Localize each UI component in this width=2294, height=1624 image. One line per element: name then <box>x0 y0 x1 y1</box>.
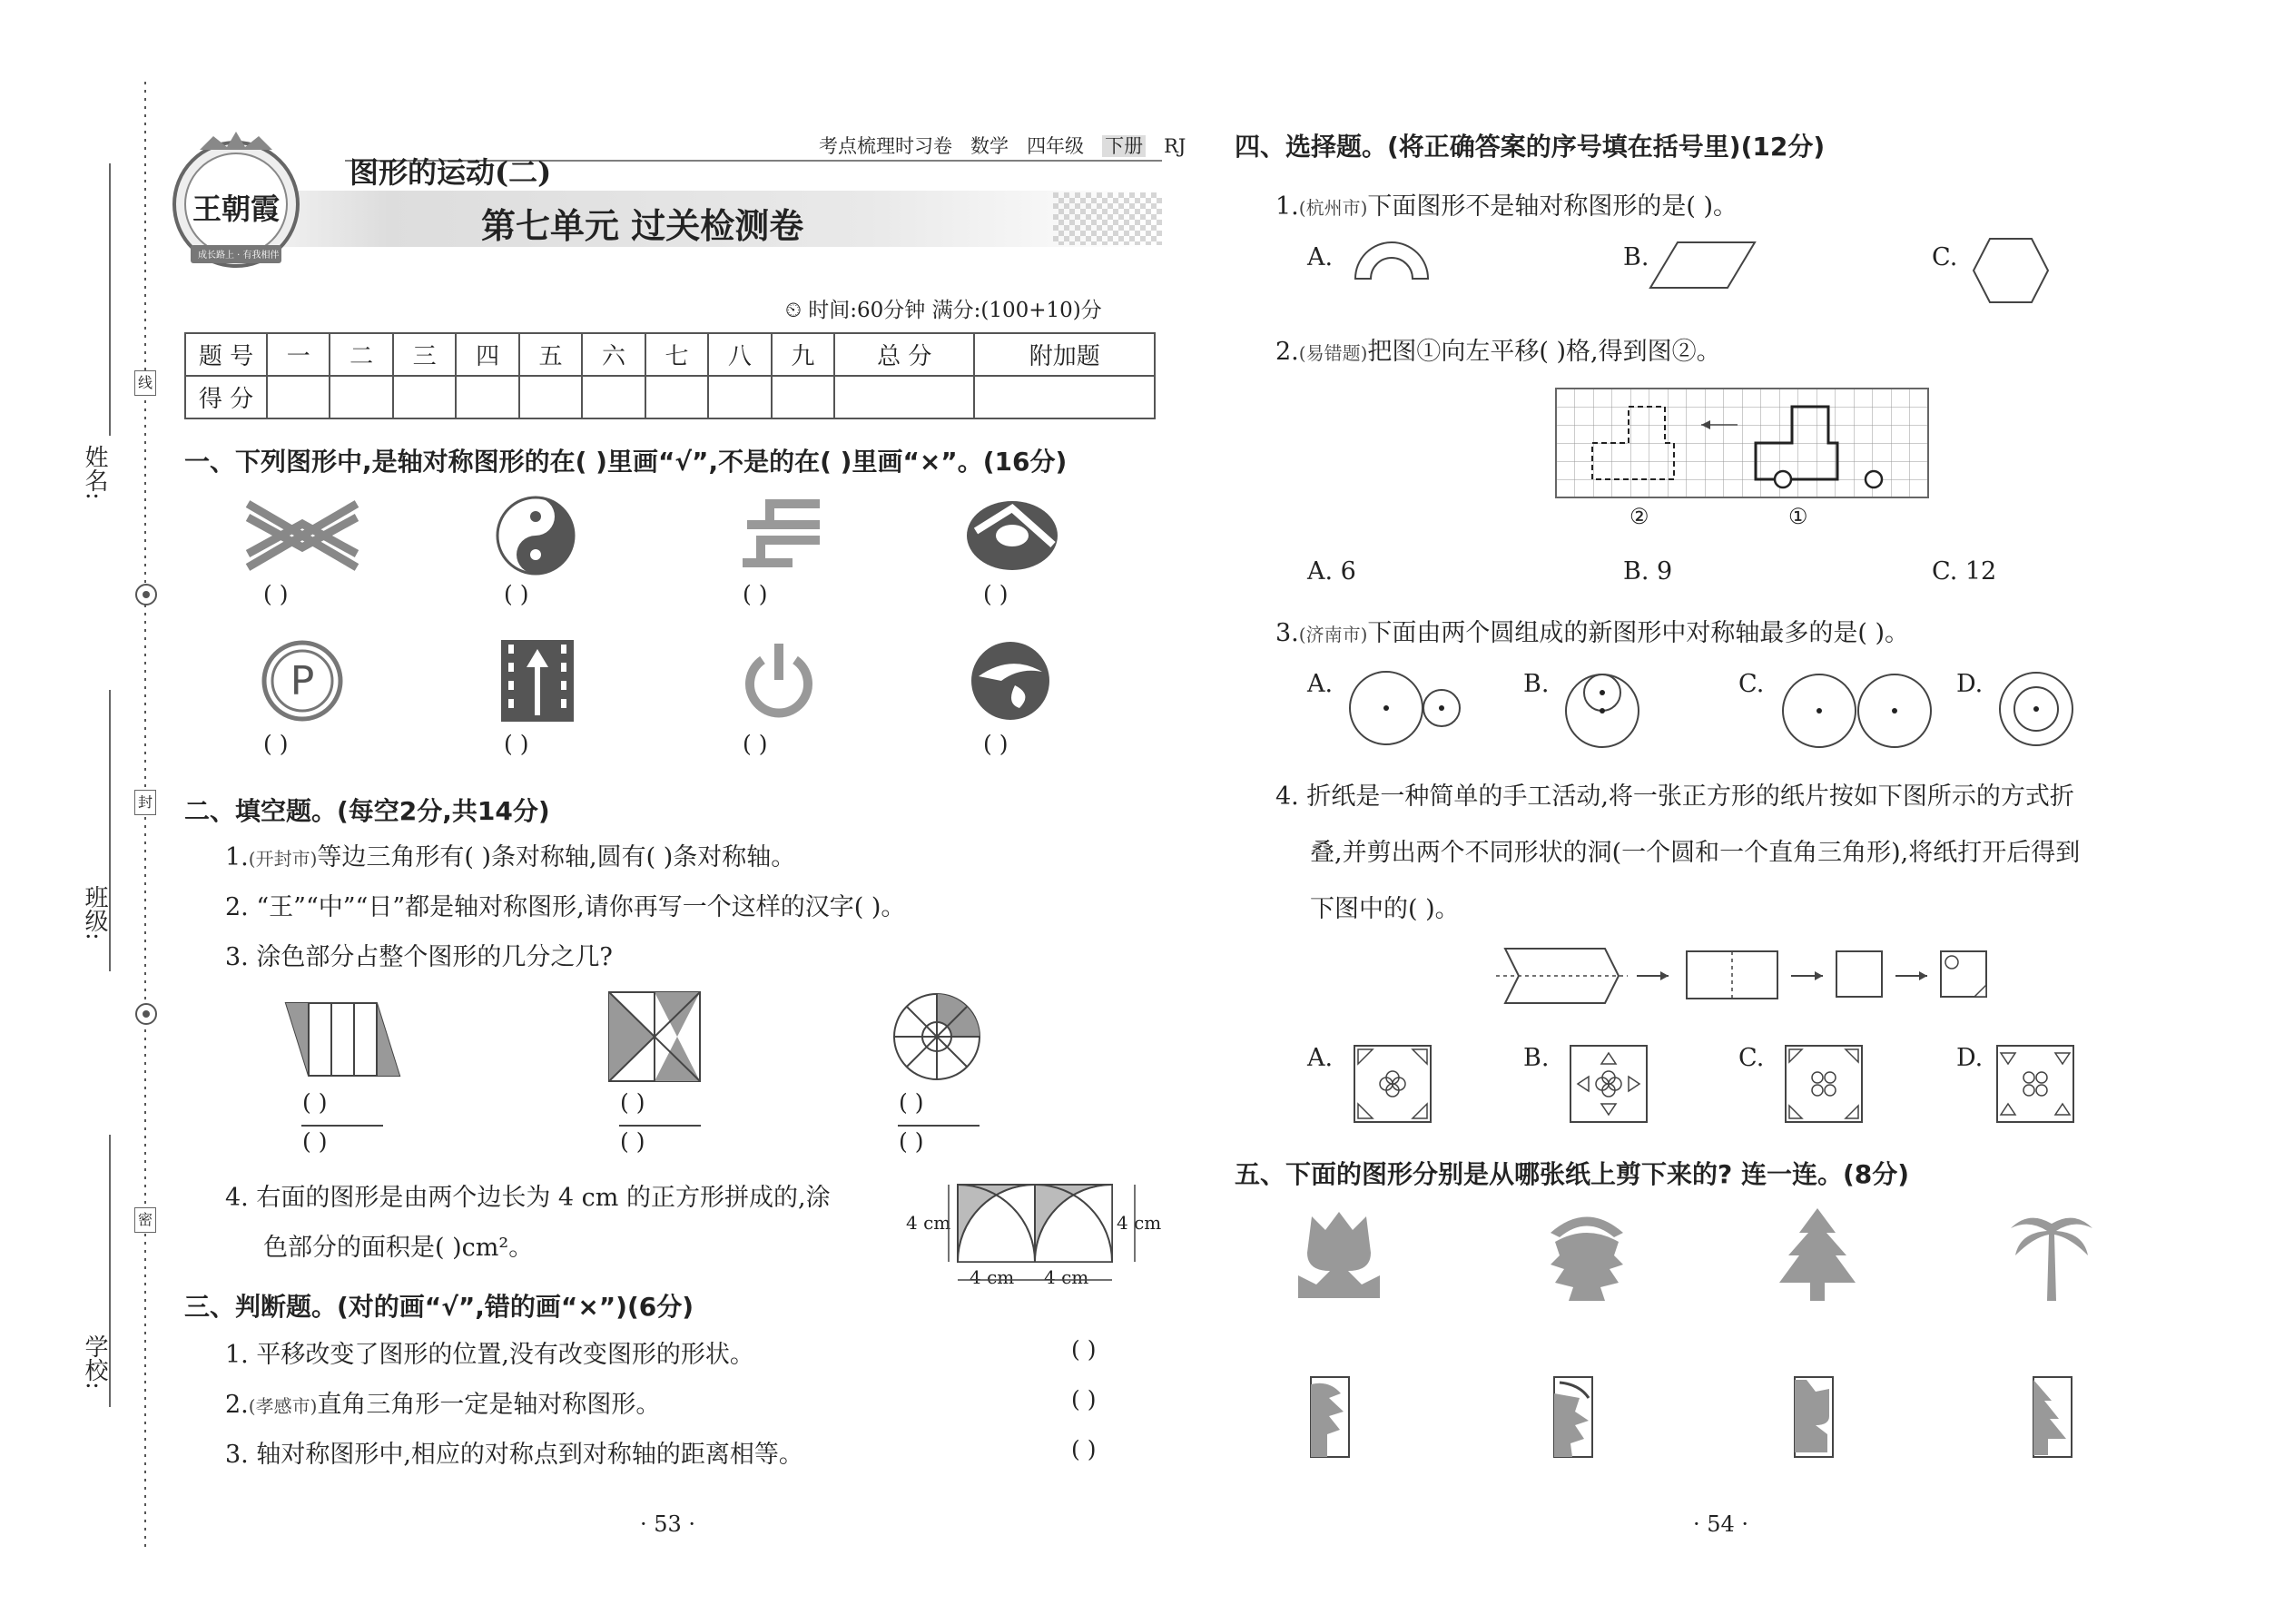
question-number: 1. <box>1275 192 1299 221</box>
fraction-bar <box>898 1124 980 1127</box>
option-a-label: A. <box>1307 670 1334 698</box>
dimension-right: 4 cm <box>1117 1212 1162 1234</box>
folded-paper-1-figure <box>1309 1375 1354 1462</box>
section3-title: 三、判断题。(对的画“√”,错的画“×”)(6分) <box>184 1292 694 1322</box>
tag-feng: 封 <box>134 790 156 815</box>
time-limit-text: 时间:60分钟 满分:(100+10)分 <box>808 299 1102 322</box>
score-cell[interactable] <box>645 376 708 418</box>
answer-blank[interactable]: ( ) <box>1071 1436 1097 1462</box>
answer-blank[interactable]: ( ) <box>743 731 768 757</box>
series-label: 考点梳理时习卷 <box>819 135 952 157</box>
score-cell[interactable] <box>708 376 771 418</box>
fraction-bar <box>301 1124 383 1127</box>
arch-figure <box>1351 238 1433 283</box>
section5-title: 五、下面的图形分别是从哪张纸上剪下来的? 连一连。(8分) <box>1235 1159 1910 1189</box>
score-table-col: 总 分 <box>834 333 974 376</box>
score-table-col: 四 <box>456 333 518 376</box>
page-number-left: · 53 · <box>640 1511 696 1537</box>
logo-text: 王朝霞 <box>192 192 281 226</box>
score-table-col: 六 <box>582 333 645 376</box>
subject-label: 数学 <box>970 135 1009 157</box>
parallelogram-figure <box>1650 238 1759 292</box>
two-circles-a-figure <box>1348 670 1475 752</box>
two-circles-b-figure <box>1561 670 1652 752</box>
answer-blank[interactable]: ( ) <box>1071 1336 1097 1363</box>
option-b-label: B. <box>1523 670 1550 698</box>
unfolded-paper-c-figure <box>1784 1044 1866 1126</box>
answer-blank[interactable]: ( ) <box>504 731 529 757</box>
score-table <box>184 332 1156 419</box>
name-label: 姓名: <box>81 445 108 500</box>
source-tag: (开封市) <box>248 848 318 870</box>
option-b-label: B. <box>1623 243 1649 271</box>
answer-blank[interactable]: ( ) <box>983 581 1009 607</box>
tag-mi: 密 <box>134 1207 156 1233</box>
page-title: 第七单元 过关检测卷 <box>481 206 804 246</box>
option-a-label: A. <box>1307 243 1334 271</box>
answer-blank[interactable]: ( ) <box>743 581 768 607</box>
name-underline <box>107 163 113 436</box>
folded-paper-3-figure <box>1793 1375 1838 1462</box>
fill-question-2: 2. “王”“中”“日”都是轴对称图形,请你再写一个这样的汉字( )。 <box>225 893 906 921</box>
judge-question-2 <box>225 1384 660 1420</box>
arrow-sign-figure <box>501 640 574 722</box>
fraction-denominator-blank[interactable]: ( ) <box>620 1128 645 1155</box>
choice-question-3 <box>1275 613 1909 648</box>
binding-ornament-icon <box>133 1000 160 1028</box>
choice-question-4-line3: 下图中的( )。 <box>1310 895 1460 923</box>
score-table-col: 七 <box>645 333 708 376</box>
score-table-col: 一 <box>267 333 330 376</box>
pine-tree-cutout-figure <box>1772 1206 1863 1305</box>
fill-question-4-line1: 4. 右面的图形是由两个边长为 4 cm 的正方形拼成的,涂 <box>225 1184 831 1212</box>
palm-bush-cutout-figure <box>1532 1206 1641 1305</box>
figure-2-label: ② <box>1629 504 1649 529</box>
unit-subtitle: 图形的运动(二) <box>350 155 552 190</box>
score-table-col: 五 <box>519 333 582 376</box>
source-tag: (易错题) <box>1298 342 1368 364</box>
choice-question-4-line1: 4. 折纸是一种简单的手工活动,将一张正方形的纸片按如下图所示的方式折 <box>1275 782 2074 811</box>
answer-blank[interactable]: ( ) <box>263 731 289 757</box>
power-button-figure <box>738 640 820 722</box>
tag-xian: 线 <box>134 370 156 396</box>
option-c-label: C. <box>1932 243 1958 271</box>
answer-blank[interactable]: ( ) <box>263 581 289 607</box>
hexagon-figure <box>1970 234 2052 307</box>
edition-label: RJ <box>1164 135 1186 157</box>
translation-grid-figure <box>1556 389 1928 507</box>
figure-1-label: ① <box>1788 504 1808 529</box>
yin-yang-figure <box>495 495 576 576</box>
fraction-numerator-blank[interactable]: ( ) <box>899 1089 924 1116</box>
choice-question-1 <box>1275 186 1738 221</box>
concentric-circles-figure <box>1997 670 2079 752</box>
bank-logo-figure <box>962 495 1062 576</box>
score-table-col: 九 <box>772 333 834 376</box>
dimension-bottom-left: 4 cm <box>970 1266 1015 1288</box>
folded-paper-2-figure <box>1552 1375 1598 1462</box>
score-cell[interactable] <box>393 376 456 418</box>
score-cell[interactable] <box>330 376 392 418</box>
fraction-denominator-blank[interactable]: ( ) <box>899 1128 924 1155</box>
choice-question-4-line2: 叠,并剪出两个不同形状的洞(一个圆和一个直角三角形),将纸打开后得到 <box>1310 839 2081 867</box>
q2-option-c: C. 12 <box>1932 557 1997 586</box>
time-limit <box>785 293 1102 323</box>
option-d-label: D. <box>1956 670 1984 698</box>
score-table-col: 附加题 <box>974 333 1155 376</box>
score-cell[interactable] <box>582 376 645 418</box>
q2-option-a: A. 6 <box>1307 557 1356 586</box>
dimension-left: 4 cm <box>906 1212 951 1234</box>
folded-paper-4-figure <box>2032 1375 2077 1462</box>
question-text: 直角三角形一定是轴对称图形。 <box>317 1391 661 1419</box>
question-number: 2. <box>225 1391 249 1419</box>
score-cell[interactable] <box>772 376 834 418</box>
unfolded-paper-a-figure <box>1353 1044 1434 1126</box>
logo-subtext: 成长路上 · 有我相伴 <box>198 251 280 261</box>
option-c-label: C. <box>1738 1044 1765 1072</box>
term-label: 下册 <box>1102 135 1146 157</box>
question-number: 3. <box>1275 619 1299 647</box>
question-text: 等边三角形有( )条对称轴,圆有( )条对称轴。 <box>317 843 796 871</box>
dimension-bottom-right: 4 cm <box>1044 1266 1089 1288</box>
question-text: 下面由两个圆组成的新图形中对称轴最多的是( )。 <box>1367 619 1910 647</box>
tulip-cutout-figure <box>1294 1207 1384 1307</box>
unfolded-paper-b-figure <box>1569 1044 1650 1126</box>
score-cell[interactable] <box>267 376 330 418</box>
fraction-numerator-blank[interactable]: ( ) <box>302 1089 328 1116</box>
palm-tree-cutout-figure <box>2006 1206 2097 1305</box>
rectangle-triangles-fraction-figure <box>606 989 706 1085</box>
score-cell[interactable] <box>456 376 518 418</box>
svg-text:P: P <box>290 658 315 704</box>
fill-question-1 <box>225 837 795 872</box>
judge-question-3: 3. 轴对称图形中,相应的对称点到对称轴的距离相等。 <box>225 1441 803 1469</box>
question-number: 2. <box>1275 338 1299 366</box>
checker-pattern <box>1053 192 1162 247</box>
fill-question-4-line2: 色部分的面积是( )cm²。 <box>263 1234 534 1262</box>
question-text: 把图①向左平移( )格,得到图②。 <box>1367 338 1721 366</box>
grade-label: 四年级 <box>1027 135 1085 157</box>
option-a-label: A. <box>1307 1044 1334 1072</box>
score-cell[interactable] <box>519 376 582 418</box>
section2-title: 二、填空题。(每空2分,共14分) <box>184 796 550 826</box>
answer-blank[interactable]: ( ) <box>504 581 529 607</box>
source-tag: (杭州市) <box>1298 197 1368 219</box>
section4-title: 四、选择题。(将正确答案的序号填在括号里)(12分) <box>1235 132 1826 162</box>
score-table-col: 二 <box>330 333 392 376</box>
score-cell[interactable] <box>834 376 974 418</box>
header-meta <box>819 132 1186 159</box>
score-table-col: 三 <box>393 333 456 376</box>
circle-sectors-fraction-figure <box>891 991 982 1082</box>
q2-option-b: B. 9 <box>1623 557 1673 586</box>
score-table-score-row <box>185 376 1155 418</box>
option-d-label: D. <box>1956 1044 1984 1072</box>
fraction-bar <box>619 1124 701 1127</box>
source-tag: (孝感市) <box>248 1395 318 1417</box>
drop-logo-figure <box>965 640 1056 722</box>
parallelogram-fraction-figure <box>281 999 409 1080</box>
question-text: 下面图形不是轴对称图形的是( )。 <box>1367 192 1738 221</box>
score-table-row-label: 得 分 <box>185 376 267 418</box>
answer-blank[interactable]: ( ) <box>983 731 1009 757</box>
score-table-header-row <box>185 333 1155 376</box>
crossed-stripes-figure <box>243 495 361 576</box>
judge-question-1: 1. 平移改变了图形的位置,没有改变图形的形状。 <box>225 1341 754 1369</box>
fraction-numerator-blank[interactable]: ( ) <box>620 1089 645 1116</box>
fraction-denominator-blank[interactable]: ( ) <box>302 1128 328 1155</box>
score-cell[interactable] <box>974 376 1155 418</box>
choice-question-2 <box>1275 331 1721 367</box>
score-table-row-label: 题 号 <box>185 333 267 376</box>
fill-question-3: 3. 涂色部分占整个图形的几分之几? <box>225 943 613 971</box>
score-table-col: 八 <box>708 333 771 376</box>
option-b-label: B. <box>1523 1044 1550 1072</box>
page-number-right: · 54 · <box>1693 1511 1749 1537</box>
section1-title: 一、下列图形中,是轴对称图形的在( )里画“√”,不是的在( )里画“×”。(16分) <box>184 447 1068 477</box>
unfolded-paper-d-figure <box>1995 1044 2077 1126</box>
question-number: 1. <box>225 843 249 871</box>
clock-icon: ⏲ <box>785 299 802 322</box>
class-label: 班级: <box>81 885 108 940</box>
answer-blank[interactable]: ( ) <box>1071 1386 1097 1412</box>
dimension-lines <box>930 1180 1167 1307</box>
school-label: 学校: <box>81 1334 108 1390</box>
source-tag: (济南市) <box>1298 624 1368 645</box>
postal-logo-figure <box>738 495 829 576</box>
binding-ornament-icon <box>133 581 160 608</box>
two-circles-c-figure <box>1781 670 1935 752</box>
parking-sign-figure <box>261 640 343 722</box>
paper-folding-sequence <box>1496 935 2004 1017</box>
option-c-label: C. <box>1738 670 1765 698</box>
